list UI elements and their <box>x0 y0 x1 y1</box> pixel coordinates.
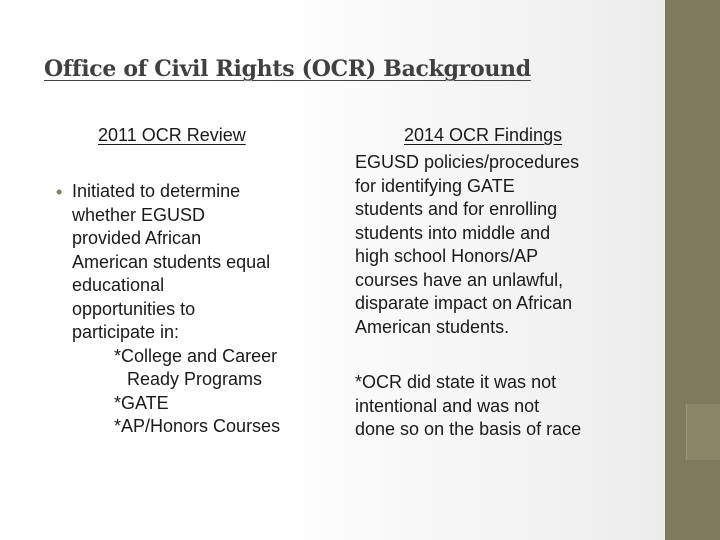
findings-line: courses have an unlawful, <box>355 269 564 290</box>
bullet-line: American students equal <box>72 251 271 272</box>
bullet-line: Initiated to determine <box>72 181 241 201</box>
findings-line: American students. <box>355 316 510 337</box>
bullet-line: participate in: <box>72 322 180 342</box>
findings-line: students into middle and <box>355 222 551 243</box>
findings-line: students and for enrolling <box>355 199 558 219</box>
left-column-heading: 2011 OCR Review <box>98 125 246 145</box>
sub-item: *AP/Honors Courses <box>114 416 281 436</box>
right-column-heading: 2014 OCR Findings <box>404 125 563 145</box>
sub-item: *GATE <box>114 392 169 413</box>
note-line: done so on the basis of race <box>355 419 582 439</box>
note-line: intentional and was not <box>355 395 540 416</box>
findings-line: EGUSD policies/procedures <box>355 152 580 172</box>
note-line: *OCR did state it was not <box>355 372 557 392</box>
sub-item: *College and Career <box>114 345 278 366</box>
findings-line: high school Honors/AP <box>355 246 539 266</box>
findings-line: for identifying GATE <box>355 175 515 196</box>
bullet-line: provided African <box>72 228 202 248</box>
bullet-line: whether EGUSD <box>72 204 206 225</box>
right-findings-text <box>355 151 635 339</box>
slide-title: Office of Civil Rights (OCR) Background <box>44 56 531 82</box>
findings-line: disparate impact on African <box>355 293 573 313</box>
left-bullet-text <box>72 180 340 439</box>
accent-block <box>686 404 720 460</box>
sub-item: Ready Programs <box>127 369 263 389</box>
bullet-line: educational <box>72 275 165 295</box>
bullet-line: opportunities to <box>72 298 196 319</box>
bullet-icon: • <box>56 182 63 202</box>
right-note-text <box>355 371 635 442</box>
